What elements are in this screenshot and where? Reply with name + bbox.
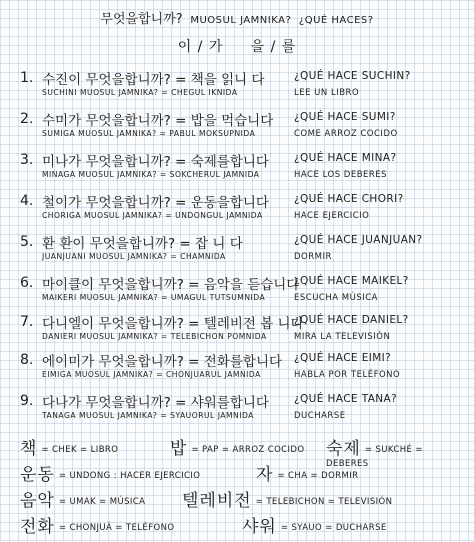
vocab-meaning: = CHEK = LIBRO (41, 445, 119, 455)
item-romanization: DANIERI MUOSUL JAMNIKA? = TELEBICHON POMNIDA (42, 332, 267, 341)
vocab-korean: 운동 (20, 465, 55, 485)
item-romanization: JUANJUANI MUOSUL JAMNIKA? = CHAMNIDA (42, 252, 226, 261)
vocab-korean: 밥 (170, 439, 188, 459)
item-answer-korean: = 책을 읽니 다 (175, 72, 265, 88)
vocab-row (20, 482, 460, 511)
item-romanization: EIMIGA MUOSUL JAMNIKA? = CHONJUARUL JAMNIDA (42, 370, 261, 379)
item-translation: ESCUCHA MÚSICA (294, 293, 378, 303)
item-answer-korean: = 운동을합니다 (175, 195, 269, 211)
list-item (0, 109, 474, 145)
vocab-row (20, 430, 460, 469)
header-question-romanized: MUOSUL JAMNIKA? (190, 15, 292, 26)
item-question-spanish: ¿QUÉ HACE JUANJUAN? (294, 234, 423, 246)
vocab-meaning: = PAP = ARROZ COCIDO (191, 445, 305, 455)
item-romanization: SUMIGA MUOSUL JAMNIKA? = PABUL MOKSUPNIDA (42, 129, 256, 138)
item-question-spanish: ¿QUÉ HACE SUMI? (294, 111, 396, 123)
item-question-korean: 미나가 무엇을합니까? = 숙제를합니다 (42, 154, 269, 170)
vocab-korean: 텔레비전 (182, 491, 252, 511)
item-answer-korean: = 전화를합니다 (188, 354, 283, 370)
item-question-korean: 수미가 무엇을합니까? = 밥을 먹습니다 (42, 113, 274, 129)
particles-line: 이 / 가 을 / 를 (177, 39, 297, 55)
item-number: 5. (20, 234, 34, 250)
header-question-korean: 무엇을합니까? (100, 12, 183, 27)
item-translation: HABLA POR TELÉFONO (294, 370, 401, 380)
item-number: 9. (20, 393, 34, 409)
item-answer-korean: = 잡 니 다 (179, 236, 243, 252)
item-question-korean: 마이클이 무엇을합니까? = 음악을 듣습니다 (42, 277, 300, 293)
item-number: 6. (20, 275, 34, 291)
vocab-korean: 자 (256, 465, 274, 485)
vocab-meaning: = TELEBICHON = TELEVISIÓN (255, 497, 393, 507)
item-number: 2. (20, 111, 34, 127)
item-number: 8. (20, 352, 34, 368)
item-number: 4. (20, 193, 34, 209)
vocab-meaning: = CHA = DORMIR (277, 471, 359, 481)
item-question-spanish: ¿QUÉ HACE MINA? (294, 152, 397, 164)
item-answer-korean: = 샤워를합니다 (175, 395, 269, 411)
item-romanization: MINAGA MUOSUL JAMNIKA? = SOKCHERUL JAMNIDA (42, 170, 260, 179)
item-question-korean: 환 환이 무엇을합니까? = 잡 니 다 (42, 236, 243, 252)
item-romanization: CHORIGA MUOSUL JAMNIKA? = UNDONGUL JAMNIDA (42, 211, 263, 220)
item-translation: HACE LOS DEBERES (294, 170, 388, 180)
vocab-entry (242, 512, 387, 537)
item-answer-korean: = 숙제를합니다 (175, 154, 269, 170)
item-question-korean: 철이가 무엇을합니까? = 운동을합니다 (42, 195, 269, 211)
vocab-row (20, 456, 460, 485)
item-answer-korean: = 텔레비전 봅 니다 (188, 316, 304, 332)
item-answer-korean: = 밥을 먹습니다 (175, 113, 274, 129)
item-question-spanish: ¿QUÉ HACE EIMI? (294, 352, 392, 364)
item-answer-korean: = 음악을 듣습니다 (188, 277, 300, 293)
list-item (0, 312, 474, 348)
vocab-korean: 샤워 (242, 517, 277, 537)
list-item (0, 391, 474, 427)
vocab-row (20, 508, 460, 537)
vocab-entry (20, 512, 174, 537)
list-item (0, 350, 474, 386)
list-item (0, 232, 474, 268)
item-romanization: SUCHINI MUOSUL JAMNIKA? = CHEGUL IKNIDA (42, 88, 238, 97)
list-item (0, 150, 474, 186)
header-question-spanish: ¿QUÉ HACES? (298, 15, 374, 26)
item-question-spanish: ¿QUÉ HACE MAIKEL? (294, 275, 409, 287)
item-number: 7. (20, 314, 34, 330)
item-question-spanish: ¿QUÉ HACE SUCHIN? (294, 70, 411, 82)
item-question-korean: 에이미가 무엇을합니까? = 전화를합니다 (42, 354, 283, 370)
item-translation: MIRA LA TELEVISIÓN (294, 332, 391, 342)
item-question-spanish: ¿QUÉ HACE DANIEL? (294, 314, 409, 326)
vocab-meaning: = SYAUO = DUCHARSE (280, 523, 387, 533)
page-header (0, 8, 474, 27)
vocab-meaning: = SUKCHÉ = DEBERES (326, 445, 423, 469)
item-question-spanish: ¿QUÉ HACE TANA? (294, 393, 398, 405)
vocab-korean: 숙제 (326, 439, 361, 459)
item-translation: DUCHARSE (294, 411, 346, 421)
item-question-spanish: ¿QUÉ HACE CHORI? (294, 193, 404, 205)
item-translation: LEE UN LIBRO (294, 88, 360, 98)
item-question-korean: 수진이 무엇을합니까? = 책을 읽니 다 (42, 72, 265, 88)
vocab-meaning: = UNDONG : HACER EJERCICIO (58, 471, 201, 481)
list-item (0, 273, 474, 309)
vocab-meaning: = CHONJUÁ = TELÉFONO (58, 523, 175, 533)
item-question-korean: 다니엘이 무엇을합니까? = 텔레비전 봅 니다 (42, 316, 304, 332)
item-translation: DORMIR (294, 252, 332, 262)
vocab-korean: 책 (20, 439, 38, 459)
item-number: 1. (20, 70, 34, 86)
list-item (0, 191, 474, 227)
item-number: 3. (20, 152, 34, 168)
vocab-korean: 전화 (20, 517, 55, 537)
vocab-meaning: = UMAK = MÚSICA (58, 497, 146, 507)
item-romanization: MAIKERI MUOSUL JAMNIKA? = UMAGUL TUTSUMNIDA (42, 293, 266, 302)
item-question-korean: 다나가 무엇을합니까? = 샤워를합니다 (42, 395, 269, 411)
item-romanization: TANAGA MUOSUL JAMNIKA? = SYAUORUL JAMNIDA (42, 411, 254, 420)
vocab-korean: 음악 (20, 491, 55, 511)
item-translation: HACE EJERCICIO (294, 211, 370, 221)
item-translation: COME ARROZ COCIDO (294, 129, 398, 139)
list-item (0, 68, 474, 104)
